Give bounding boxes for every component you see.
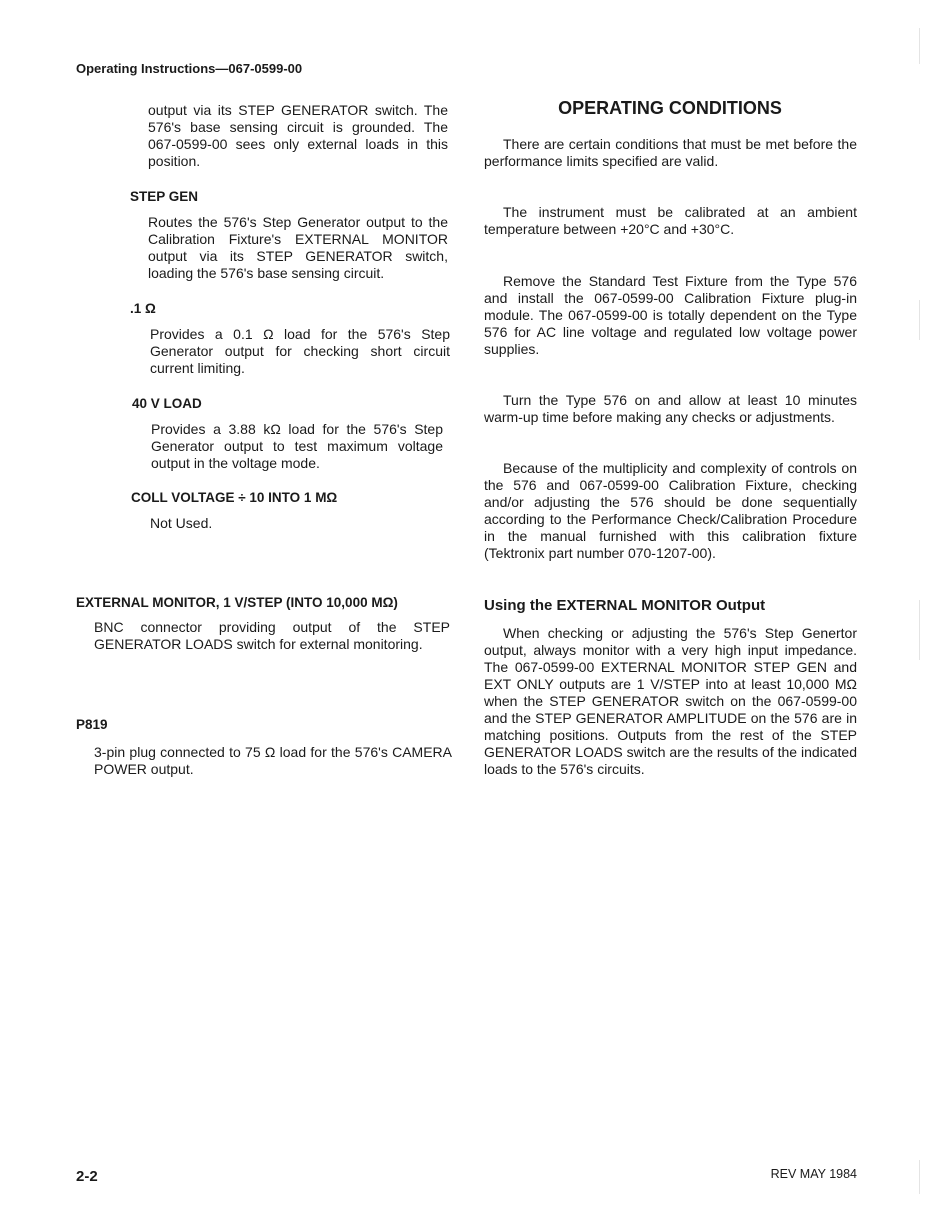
step-gen-heading: STEP GEN <box>130 189 199 204</box>
point-one-ohm-text: Provides a 0.1 Ω load for the 576's Step Generator output for checking short circuit current limiting. <box>150 326 450 376</box>
revision-date: REV MAY 1984 <box>770 1167 857 1181</box>
point-one-ohm-heading: .1 Ω <box>130 301 156 316</box>
conditions-paragraph-4: Turn the Type 576 on and allow at least 10 minutes warm-up time before making any checks or adjustments. <box>484 392 857 425</box>
step-gen-text: Routes the 576's Step Generator output to the Calibration Fixture's EXTERNAL MONITOR output via its STEP GENERATOR switch, loading the 576's base sensing circuit. <box>148 214 448 281</box>
scan-edge-mark <box>919 1160 920 1194</box>
using-external-monitor-text: When checking or adjusting the 576's Step Genertor output, always monitor with a very high input impedance. The 067-0599-00 EXTERNAL MONITOR STEP GEN and EXT ONLY outputs are 1 V/STEP into at least 10,000 MΩ when the STEP GENERATOR switch on the 067-0599-00 and the STEP GENERATOR AMPLITUDE on the 576 are in matching positions. Outputs from the rest of the STEP GENERATOR LOADS switch are the results of the indicated loads to the 576's circuits. <box>484 625 857 777</box>
using-external-monitor-title: Using the EXTERNAL MONITOR Output <box>484 597 766 614</box>
continuation-paragraph: output via its STEP GENERATOR switch. The 576's base sensing circuit is grounded. The 067-0599-00 sees only external loads in this position. <box>148 102 448 169</box>
p819-text: 3-pin plug connected to 75 Ω load for the 576's CAMERA POWER output. <box>94 744 452 777</box>
page-number: 2-2 <box>76 1168 98 1185</box>
scan-edge-mark <box>919 28 920 64</box>
forty-v-load-text: Provides a 3.88 kΩ load for the 576's Step Generator output to test maximum voltage output in the voltage mode. <box>151 421 443 471</box>
coll-voltage-heading: COLL VOLTAGE ÷ 10 INTO 1 MΩ <box>131 490 338 505</box>
conditions-paragraph-2: The instrument must be calibrated at an ambient temperature between +20°C and +30°C. <box>484 204 857 237</box>
conditions-paragraph-5: Because of the multiplicity and complexity of controls on the 576 and 067-0599-00 Calibration Fixture, checking and/or adjusting the 576 should be done sequentially according to the Performance Check/Calibration Procedure in the manual furnished with this calibration fixture (Tektronix part number 070-1207-00). <box>484 460 857 561</box>
conditions-paragraph-1: There are certain conditions that must be met before the performance limits specified are valid. <box>484 136 857 169</box>
operating-conditions-title: OPERATING CONDITIONS <box>558 98 782 118</box>
external-monitor-heading: EXTERNAL MONITOR, 1 V/STEP (INTO 10,000 MΩ) <box>76 595 398 610</box>
running-header: Operating Instructions—067-0599-00 <box>76 61 303 76</box>
coll-voltage-text: Not Used. <box>150 515 213 531</box>
scan-edge-mark <box>919 600 920 660</box>
conditions-paragraph-3: Remove the Standard Test Fixture from the Type 576 and install the 067-0599-00 Calibration Fixture plug-in module. The 067-0599-00 is totally dependent on the Type 576 for AC line voltage and regulated low voltage power supplies. <box>484 273 857 357</box>
forty-v-load-heading: 40 V LOAD <box>132 396 202 411</box>
scan-edge-mark <box>919 300 920 340</box>
p819-heading: P819 <box>76 717 108 732</box>
external-monitor-text: BNC connector providing output of the STEP GENERATOR LOADS switch for external monitoring. <box>94 619 450 652</box>
